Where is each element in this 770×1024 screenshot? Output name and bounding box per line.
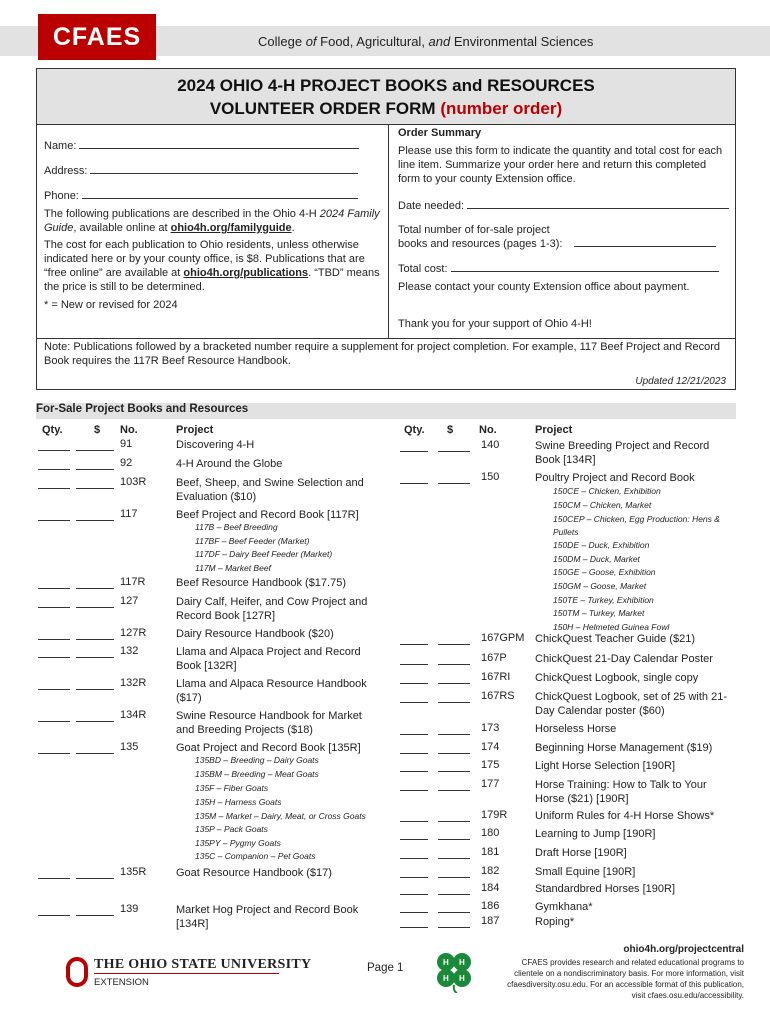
cost-input[interactable] <box>76 689 114 690</box>
sub-item: 150TM – Turkey, Market <box>553 608 645 618</box>
form-title-line2: VOLUNTEER ORDER FORM (number order) <box>209 99 563 118</box>
sub-item: 117BF – Beef Feeder (Market) <box>195 536 310 546</box>
cfaes-logo: CFAES <box>38 14 156 60</box>
item-project: Learning to Jump [190R] <box>535 828 656 840</box>
item-project: Swine Breeding Project and Record Book [134R] <box>535 440 710 466</box>
item-number: 184 <box>481 882 500 894</box>
cost-input[interactable] <box>438 664 470 665</box>
cost-input[interactable] <box>76 753 114 754</box>
sub-item: 150GM – Goose, Market <box>553 581 647 591</box>
item-project: Goat Project and Record Book [135R] <box>176 742 361 754</box>
section-title: For-Sale Project Books and Resources <box>36 403 736 419</box>
item-number: 139 <box>120 903 139 915</box>
intro-paragraph: The following publications are described in the Ohio 4-H 2024 Family Guide, available online at ohio4h.org/familyguide. <box>44 208 380 234</box>
cost-input[interactable] <box>438 821 470 822</box>
familyguide-link[interactable]: ohio4h.org/familyguide <box>170 222 292 234</box>
item-number: 181 <box>481 846 500 858</box>
item-project: Dairy Calf, Heifer, and Cow Project and Record Book [127R] <box>176 596 368 622</box>
item-number: 182 <box>481 865 500 877</box>
col-qty-header: Qty. <box>42 424 63 436</box>
item-number: 132R <box>120 677 147 689</box>
cost-input[interactable] <box>76 878 114 879</box>
svg-text:H: H <box>443 958 449 967</box>
item-number: 167RS <box>481 690 515 702</box>
qty-input[interactable] <box>400 683 428 684</box>
sub-item: 135BD – Breeding – Dairy Goats <box>195 755 319 765</box>
cost-input[interactable] <box>438 644 470 645</box>
qty-input[interactable] <box>400 894 428 895</box>
item-project: ChickQuest Teacher Guide ($21) <box>535 633 695 645</box>
sub-item: 135PY – Pygmy Goats <box>195 838 281 848</box>
item-number: 135 <box>120 741 139 753</box>
item-project: Poultry Project and Record Book <box>535 472 695 484</box>
cost-input[interactable] <box>438 483 470 484</box>
col-project-header: Project <box>535 424 573 436</box>
item-number: 173 <box>481 722 500 734</box>
college-name: College of Food, Agricultural, and Environmental Sciences <box>258 34 594 49</box>
item-number: 187 <box>481 915 500 927</box>
supplement-note: Note: Publications followed by a bracketed number require a supplement for project completion. For example, 117 Beef Project and Record Book requires the 117R Beef Resource Handbook. <box>44 341 721 367</box>
cost-input[interactable] <box>438 734 470 735</box>
divider <box>94 973 279 974</box>
sub-item: 150CEP – Chicken, Egg Production: Hens & Pullets <box>553 514 720 537</box>
sub-item: 117M – Market Beef <box>195 563 271 573</box>
sub-item: 150TE – Turkey, Exhibition <box>553 595 654 605</box>
qty-input[interactable] <box>38 915 70 916</box>
item-number: 132 <box>120 645 139 657</box>
col-project-header: Project <box>176 424 214 436</box>
item-number: 117R <box>120 576 146 588</box>
cost-input[interactable] <box>438 894 470 895</box>
item-project: Uniform Rules for 4-H Horse Shows* <box>535 810 715 822</box>
cost-input[interactable] <box>438 790 470 791</box>
item-project: Beginning Horse Management ($19) <box>535 742 713 754</box>
item-project: Beef Resource Handbook ($17.75) <box>176 577 346 589</box>
sub-item: 135C – Companion – Pet Goats <box>195 851 316 861</box>
qty-input[interactable] <box>400 664 428 665</box>
qty-input[interactable] <box>38 753 70 754</box>
qty-input[interactable] <box>400 753 428 754</box>
svg-text:H: H <box>459 974 465 983</box>
sub-item: 135F – Fiber Goats <box>195 783 269 793</box>
qty-input[interactable] <box>400 451 428 452</box>
name-field[interactable]: Name: <box>44 139 359 152</box>
qty-input[interactable] <box>400 927 428 928</box>
item-project: ChickQuest 21-Day Calendar Poster <box>535 653 713 665</box>
item-project: Goat Resource Handbook ($17) <box>176 867 332 879</box>
item-number: 180 <box>481 827 500 839</box>
item-number: 174 <box>481 741 500 753</box>
qty-input[interactable] <box>400 821 428 822</box>
sub-item: 135H – Harness Goats <box>195 797 282 807</box>
item-project: Llama and Alpaca Project and Record Book [132R] <box>176 646 361 672</box>
item-project: Swine Resource Handbook for Market and Breeding Projects ($18) <box>176 710 362 736</box>
total-cost-field[interactable]: Total cost: <box>398 262 719 275</box>
item-number: 186 <box>481 900 500 912</box>
sub-item: 150DM – Duck, Market <box>553 554 640 564</box>
svg-text:H: H <box>443 974 449 983</box>
qty-input[interactable] <box>38 657 70 658</box>
item-number: 177 <box>481 778 500 790</box>
item-project: 4-H Around the Globe <box>176 458 283 470</box>
sub-item: 150GE – Goose, Exhibition <box>553 567 656 577</box>
qty-input[interactable] <box>400 734 428 735</box>
cost-input[interactable] <box>438 912 470 913</box>
qty-input[interactable] <box>38 450 70 451</box>
cost-input[interactable] <box>438 858 470 859</box>
col-dollar-header: $ <box>447 424 454 436</box>
order-summary-title: Order Summary <box>398 127 482 139</box>
disclaimer-text: CFAES provides research and related educational programs to clientele on a nondiscriminatory basis. For more information, visit cfaesdiversity.osu.edu. For an accessible format of this publication, visit cfaes.osu.edu/accessibility. <box>507 958 744 1000</box>
item-number: 91 <box>120 438 133 450</box>
item-number: 167P <box>481 652 507 664</box>
phone-field[interactable]: Phone: <box>44 189 358 202</box>
qty-input[interactable] <box>38 689 70 690</box>
total-number-field[interactable]: Total number of for-sale project books and resources (pages 1-3): <box>398 223 728 251</box>
qty-input[interactable] <box>38 588 70 589</box>
cost-input[interactable] <box>438 927 470 928</box>
qty-input[interactable] <box>38 639 70 640</box>
cost-input[interactable] <box>438 877 470 878</box>
item-number: 134R <box>120 709 147 721</box>
sub-item: 150CM – Chicken, Market <box>553 500 652 510</box>
item-number: 167GPM <box>481 632 525 644</box>
sub-item: 150DE – Duck, Exhibition <box>553 540 650 550</box>
qty-input[interactable] <box>38 878 70 879</box>
projectcentral-link[interactable]: ohio4h.org/projectcentral <box>623 944 744 955</box>
cost-input[interactable] <box>76 488 114 489</box>
cost-input[interactable] <box>438 839 470 840</box>
qty-input[interactable] <box>400 702 428 703</box>
contact-text: Please contact your county Extension office about payment. <box>398 281 690 293</box>
qty-input[interactable] <box>38 488 70 489</box>
sub-item: 135BM – Breeding – Meat Goats <box>195 769 319 779</box>
cost-input[interactable] <box>76 607 114 608</box>
qty-input[interactable] <box>400 644 428 645</box>
cost-input[interactable] <box>76 520 114 521</box>
divider <box>37 124 735 125</box>
cost-input[interactable] <box>438 753 470 754</box>
qty-input[interactable] <box>400 912 428 913</box>
divider <box>37 338 735 339</box>
thanks-text: Thank you for your support of Ohio 4-H! <box>398 318 592 330</box>
sub-item: 150CE – Chicken, Exhibition <box>553 486 661 496</box>
address-field[interactable]: Address: <box>44 164 358 177</box>
item-project: Beef, Sheep, and Swine Selection and Evaluation ($10) <box>176 477 364 503</box>
item-number: 167RI <box>481 671 511 683</box>
item-project: Small Equine [190R] <box>535 866 636 878</box>
qty-input[interactable] <box>400 483 428 484</box>
col-no-header: No. <box>479 424 497 436</box>
extension-label: EXTENSION <box>94 977 149 988</box>
new-note: * = New or revised for 2024 <box>44 299 178 311</box>
cost-input[interactable] <box>438 771 470 772</box>
item-project: Light Horse Selection [190R] <box>535 760 676 772</box>
cost-input[interactable] <box>438 702 470 703</box>
qty-input[interactable] <box>400 790 428 791</box>
cost-paragraph: The cost for each publication to Ohio residents, unless otherwise indicated here or by your county office, is $8. Publications that are “free online” are available at ohio4h.org/publications. “TBD” means the price is still to be determined. <box>44 239 380 293</box>
form-title-line1: 2024 OHIO 4-H PROJECT BOOKS and RESOURCES <box>177 76 595 95</box>
item-project: Standardbred Horses [190R] <box>535 883 676 895</box>
sub-item: 135P – Pack Goats <box>195 824 268 834</box>
qty-input[interactable] <box>400 839 428 840</box>
item-project: Llama and Alpaca Resource Handbook ($17) <box>176 678 367 704</box>
item-number: 117 <box>120 508 138 520</box>
qty-input[interactable] <box>38 469 70 470</box>
sub-item: 117DF – Dairy Beef Feeder (Market) <box>195 549 333 559</box>
date-needed-field[interactable]: Date needed: <box>398 199 729 212</box>
item-project: Market Hog Project and Record Book [134R] <box>176 904 359 930</box>
qty-input[interactable] <box>38 721 70 722</box>
order-summary-text: Please use this form to indicate the quantity and total cost for each line item. Summarize your order here and return this completed form to your county Extension office. <box>398 145 723 185</box>
item-project: Horseless Horse <box>535 723 617 735</box>
item-project: Dairy Resource Handbook ($20) <box>176 628 334 640</box>
item-project: Roping* <box>535 916 575 928</box>
cost-input[interactable] <box>76 469 114 470</box>
item-number: 179R <box>481 809 508 821</box>
item-number: 140 <box>481 439 500 451</box>
item-number: 103R <box>120 476 147 488</box>
qty-input[interactable] <box>400 771 428 772</box>
qty-input[interactable] <box>400 858 428 859</box>
osu-block-o-icon <box>66 957 88 987</box>
cost-input[interactable] <box>76 657 114 658</box>
item-project: Gymkhana* <box>535 901 593 913</box>
cost-input[interactable] <box>76 721 114 722</box>
qty-input[interactable] <box>38 607 70 608</box>
4h-clover-icon <box>433 949 475 993</box>
item-number: 127R <box>120 627 147 639</box>
item-project: Horse Training: How to Talk to Your Horse ($21) [190R] <box>535 779 707 805</box>
cost-input[interactable] <box>438 451 470 452</box>
updated-date: Updated 12/21/2023 <box>635 376 726 387</box>
page-number: Page 1 <box>367 962 404 974</box>
qty-input[interactable] <box>38 520 70 521</box>
item-number: 92 <box>120 457 133 469</box>
qty-input[interactable] <box>400 877 428 878</box>
divider <box>388 124 389 338</box>
osu-name: THE OHIO STATE UNIVERSITY <box>94 957 312 972</box>
item-number: 175 <box>481 759 500 771</box>
sub-item: 117B – Beef Breeding <box>195 522 278 532</box>
cost-input[interactable] <box>76 915 114 916</box>
item-project: Draft Horse [190R] <box>535 847 627 859</box>
item-number: 127 <box>120 595 139 607</box>
col-dollar-header: $ <box>94 424 101 436</box>
item-number: 150 <box>481 471 500 483</box>
publications-link[interactable]: ohio4h.org/publications <box>183 267 309 279</box>
cost-input[interactable] <box>438 683 470 684</box>
cost-input[interactable] <box>76 450 114 451</box>
svg-text:H: H <box>459 958 465 967</box>
col-no-header: No. <box>120 424 138 436</box>
item-project: Discovering 4-H <box>176 439 255 451</box>
item-number: 135R <box>120 866 147 878</box>
cost-input[interactable] <box>76 639 114 640</box>
item-project: ChickQuest Logbook, single copy <box>535 672 699 684</box>
sub-item: 150H – Helmeted Guinea Fowl <box>553 622 670 632</box>
item-project: Beef Project and Record Book [117R] <box>176 509 359 521</box>
item-project: ChickQuest Logbook, set of 25 with 21-Day Calendar poster ($60) <box>535 691 727 717</box>
cost-input[interactable] <box>76 588 114 589</box>
col-qty-header: Qty. <box>404 424 425 436</box>
sub-item: 135M – Market – Dairy, Meat, or Cross Goats <box>195 811 366 821</box>
